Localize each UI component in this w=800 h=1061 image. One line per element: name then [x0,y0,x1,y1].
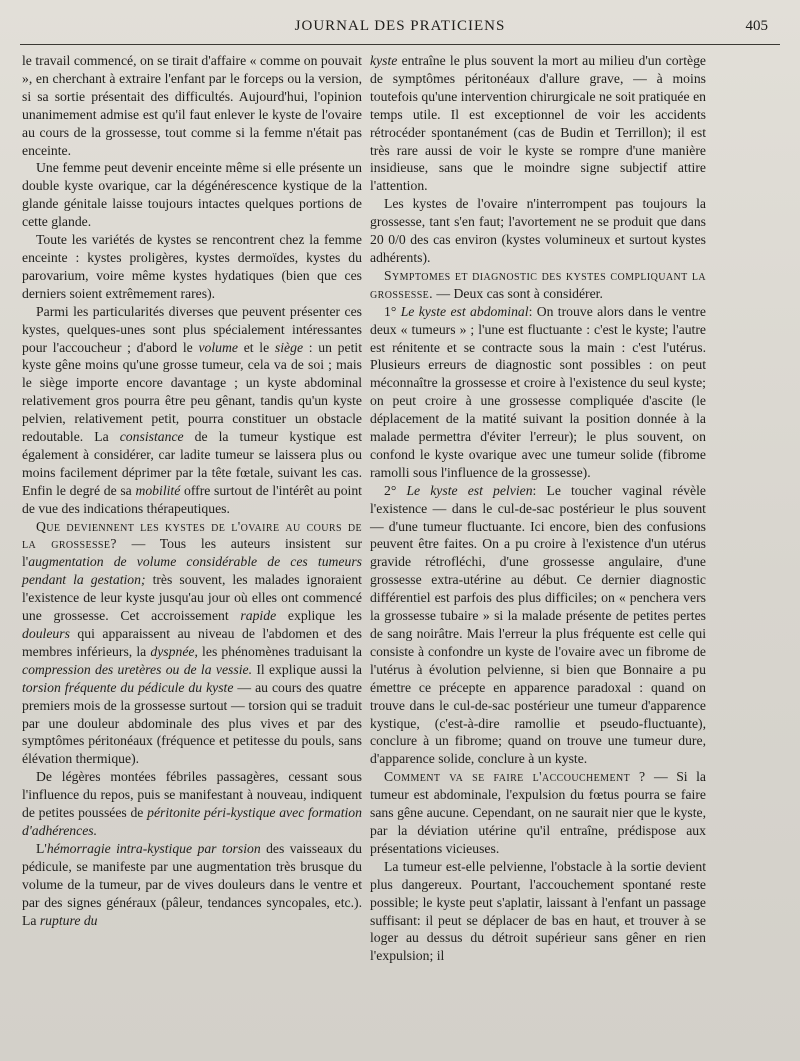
paragraph: le travail commencé, on se tirait d'affaire « comme on pouvait », en cherchant à extraire l'enfant par le forceps ou la version, si sa sortie présentait des difficultés. Aujourd'hui, l'opinion unanimement admise est qu'il faut enlever le kyste de l'ovaire au cours de la grossesse, tout comme si la femme n'était pas enceinte. [22,53,362,158]
section-heading: Symptomes et diagnostic des kystes compliquant la grossesse. [370,267,706,301]
paragraph: Une femme peut devenir enceinte même si elle présente un double kyste ovarique, car la dégénérescence kystique de la glande génitale laisse toujours intactes quelques portions de cette glande. [22,160,362,230]
journal-title: JOURNAL DES PRATICIENS [294,18,506,34]
page-number: 405 [745,18,768,34]
paragraph: Les kystes de l'ovaire n'interrompent pas toujours la grossesse, tant s'en faut; l'avortement ne se produit que dans 20 0/0 des cas environ (kystes volumineux et surtout kystes adhérents). [370,196,706,265]
left-column [22,52,362,929]
paragraph: L'hémorragie intra-kystique par torsion des vaisseaux du pédicule, se manifeste par une augmentation très brusque du volume de la tumeur, par de vives douleurs dans le ventre et par des signes généraux (pâleur, tendances syncopales, etc.). La rupture du [22,840,362,928]
paragraph: 1° Le kyste est abdominal: On trouve alors dans le ventre deux « tumeurs » ; l'une est fluctuante : c'est le kyste; l'autre est rénitente et se contracte sous la main : c'est l'utérus. Plusieurs erreurs de diagnostic sont possibles : on peut méconnaître la grossesse et croire à l'existence du seul kyste; on peut croire à une grossesse compliquée d'ascite (le déplacement de la matité suivant la position donnée à la malade permettra d'éviter l'erreur); le plus souvent, on confond le kyste ovarique avec une tumeur solide (fibrome ramolli sous l'influence de la grossesse). [370,303,706,480]
section-heading: Comment va se faire l'accouchement ? [384,769,646,785]
paragraph: De légères montées fébriles passagères, cessant sous l'influence du repos, puis se manifestant à nouveau, indiquent de petites poussées de péritonite péri-kystique avec formation d'adhérences. [22,769,362,838]
paragraph: 2° Le kyste est pelvien: Le toucher vaginal révèle l'existence — dans le cul-de-sac postérieur le plus souvent — d'une tumeur fluctuante. Ici encore, bien des confusions peuvent être faites. On a pu croire à l'existence d'un utérus gravide rétrofléchi, d'une grossesse angulaire, d'une grossesse extra-utérine au début. Ce dernier diagnostic différentiel est parfois des plus difficiles; on « penchera vers la grossesse tubaire » si la malade présente de petites pertes de sang noirâtre. Mais l'erreur la plus fréquente est celle qui consiste à confondre un kyste de l'ovaire avec un fibrome de l'utérus à évolution pelvienne, si bien que Bonnaire a pu émettre ce précepte en apparence paradoxal : quand on trouve dans le cul-de-sac postérieur une tumeur d'apparence kystique, (c'est-à-dire ramollie et pseudo-fluctuante), conclure à un fibrome; quand on trouve une tumeur dure, d'apparence solide, conclure à un kyste. [370,482,706,767]
header-rule [20,44,780,45]
page-header [22,18,778,42]
section-heading: Que deviennent les kystes de l'ovaire au cours de la grossesse? [22,518,362,552]
paragraph: La tumeur est-elle pelvienne, l'obstacle à la sortie devient plus dangereux. Pourtant, l'accouchement spontané reste possible; le kyste peut s'aplatir, laissant à l'enfant un passage suffisant: il peut se déplacer de bas en haut, et trouver à se loger au dessus du détroit supérieur sans gêner en rien l'expulsion; il [370,858,706,964]
right-column [370,52,706,965]
paragraph: Parmi les particularités diverses que peuvent présenter ces kystes, quelques-unes sont plus spécialement intéressantes pour l'accoucheur ; d'abord le volume et le siège : un petit kyste gêne moins qu'une grosse tumeur, cela va de soi ; mais le siège importe encore davantage ; un kyste abdominal relativement gros pourra être peu gênant, tandis qu'un kyste pelvien, relativement petit, pourra constituer un obstacle redoutable. La consistance de la tumeur kystique est également à considérer, car ladite tumeur se laissera plus ou moins facilement déprimer par la tête fœtale, suivant les cas. Enfin le degré de sa mobilité offre surtout de l'intérêt au point de vue des indications thérapeutiques. [22,303,363,516]
section-paragraph: Que deviennent les kystes de l'ovaire au cours de la grossesse? — Tous les auteurs insistent sur l'augmentation de volume considérable de ces tumeurs pendant la gestation; très souvent, les malades ignoraient l'existence de leur kyste jusqu'au jour où elles ont commencé une grossesse. Cet accroissement rapide explique les douleurs qui apparaissent au niveau de l'abdomen et des membres inférieurs, la dyspnée, les phénomènes traduisant la compression des uretères ou de la vessie. Il explique aussi la torsion fréquente du pédicule du kyste — au cours des quatre premiers mois de la grossesse surtout — torsion qui se traduit par une douleur abdominale des plus vives et par des symptômes péritonéaux (fréquence et petitesse du pouls, sans élévation thermique). [22,518,363,767]
section-paragraph: Symptomes et diagnostic des kystes compliquant la grossesse. — Deux cas sont à considérer. [370,267,706,301]
section-paragraph: Comment va se faire l'accouchement ? — Si la tumeur est abdominale, l'expulsion du fœtus pourra se faire sans gêne aucune. Cependant, on ne saurait nier que le kyste, par la déviation utérine qu'il entraîne, prédispose aux présentations vicieuses. [370,769,706,856]
paragraph: kyste entraîne le plus souvent la mort au milieu d'un cortège de symptômes péritonéaux d'allure grave, — à moins toutefois qu'une intervention chirurgicale ne soit pratiquée en temps utile. Il est exceptionnel de voir les accidents rétrocéder spontanément (cas de Budin et Terrillon); il est très rare aussi de voir le kyste se rompre d'une manière insidieuse, sans que le moindre signe subjectif attire l'attention. [370,53,706,194]
paragraph: Toute les variétés de kystes se rencontrent chez la femme enceinte : kystes proligères, kystes dermoïdes, kystes du parovarium, voire même kystes hydatiques (bien que ces derniers soient extrêmement rares). [22,232,362,301]
